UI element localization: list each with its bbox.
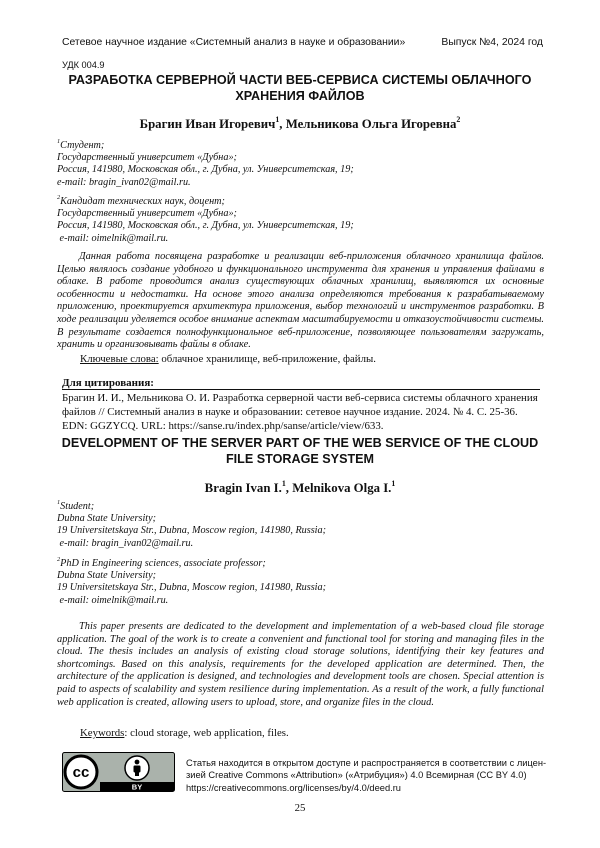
en-affil-1-line: e-mail: bragin_ivan02@mail.ru. [57,538,326,550]
en-affil-1-line: Student; [60,501,94,512]
en-affil-1-sup: 1 [57,499,60,506]
en-keywords-label: Keywords [80,727,124,739]
en-author-2-sup: 1 [391,479,395,488]
en-abstract: This paper presents are dedicated to the development and implementation of a web-based cloud file storage application. The goal of the work is to create a convenient and functional tool for storing and managing files in the cloud. The thesis includes an analysis of existing cloud storage solutions, identifying their key features and shortcomings. Based on this analysis, requirements for the developed application are determined. Then, the architecture of the application is designed, and technologies and development tools are chosen. Special attention is paid to aspects of scalability and system resilience during implementation. As a result of the work, a fully functional web application is created, allowing users to upload, store, and organize files in the cloud. [57,621,544,709]
citation-divider [62,389,540,390]
ru-title-line-2: ХРАНЕНИЯ ФАЙЛОВ [40,88,560,104]
citation-text: Брагин И. И., Мельникова О. И. Разработка серверной части веб-сервиса системы облачного хранения файлов // Системный анализ в науке и образовании: сетевое научное издание. 2024. № 4. С. 25-36. EDN: GGZYCQ. URL: https://sanse.ru/index.php/sanse/article/view/633. [62,391,542,433]
en-authors [40,481,560,496]
en-affiliation-2 [57,558,326,607]
en-affil-2-line: PhD in Engineering sciences, associate professor; [60,558,266,569]
ru-affil-2-line: Россия, 141980, Московская обл., г. Дубна, ул. Университетская, 19; [57,220,354,232]
en-title-line-1: DEVELOPMENT OF THE SERVER PART OF THE WEB SERVICE OF THE CLOUD [40,435,560,451]
en-title-line-2: FILE STORAGE SYSTEM [40,451,560,467]
ru-affil-2-line: e-mail: oimelnik@mail.ru. [57,233,354,245]
en-author-1: Bragin Ivan I. [205,481,282,495]
cc-glyph: cc [73,764,90,781]
ru-affil-1-line: Студент; [60,140,104,151]
udk-code: УДК 004.9 [62,60,105,70]
en-affil-2-line: 19 Universitetskaya Str., Dubna, Moscow region, 141980, Russia; [57,582,326,594]
ru-author-sep: , [279,117,285,131]
ru-affiliation-1 [57,140,354,189]
ru-keywords-value: облачное хранилище, веб-приложение, файлы. [159,353,376,365]
en-affil-1-line: Dubna State University; [57,513,326,525]
by-glyph: BY [132,783,142,792]
license-line: Статья находится в открытом доступе и распространяется в соответствии с лицен- [186,757,546,769]
ru-author-1-sup: 1 [275,115,279,124]
ru-title-line-1: РАЗРАБОТКА СЕРВЕРНОЙ ЧАСТИ ВЕБ-СЕРВИСА СИСТЕМЫ ОБЛАЧНОГО [40,72,560,88]
page-number: 25 [280,802,320,814]
ru-affil-1-line: Россия, 141980, Московская обл., г. Дубна, ул. Университетская, 19; [57,164,354,176]
ru-affil-1-line: e-mail: bragin_ivan02@mail.ru. [57,177,354,189]
ru-affil-1-line: Государственный университет «Дубна»; [57,152,354,164]
en-author-1-sup: 1 [282,479,286,488]
en-affil-2-line: e-mail: oimelnik@mail.ru. [57,595,326,607]
paper-page [0,0,600,848]
en-author-2: Melnikova Olga I. [292,481,391,495]
ru-abstract: Данная работа посвящена разработке и реализации веб-приложения облачного хранилища файлов. Целью являлось создание удобного и функционального инструмента для хранения и управления файлами в облаке. В работе проводится анализ существующих облачных хранилищ, выявляются их основные особенности и недостатки. На основе этого анализа определяются требования к разрабатываемому приложению, проектируется архитектура приложения, выбор технологий и инструментов разработки. В ходе реализации уделяется особое внимание аспектам масштабируемости и отказоустойчивости системы. В результате создается полнофункциональное веб-приложение, позволяющее пользователям загружать, хранить и организовывать файлы в облаке. [57,251,544,352]
en-keywords [80,727,289,739]
license-url-link[interactable]: https://creativecommons.org/licenses/by/4.0/deed.ru [186,782,546,794]
en-affiliation-1 [57,501,326,550]
ru-keywords [80,353,376,365]
ru-author-2-sup: 2 [456,115,460,124]
issue-label: Выпуск №4, 2024 год [441,37,543,48]
ru-keywords-label: Ключевые слова: [80,353,159,365]
ru-affil-2-line: Государственный университет «Дубна»; [57,208,354,220]
ru-title [40,72,560,104]
journal-name: Сетевое научное издание «Системный анализ в науке и образовании» [62,37,405,48]
citation-heading: Для цитирования: [62,377,154,389]
ru-affil-2-line: Кандидат технических наук, доцент; [60,196,225,207]
en-affil-2-line: Dubna State University; [57,570,326,582]
en-affil-1-line: 19 Universitetskaya Str., Dubna, Moscow region, 141980, Russia; [57,525,326,537]
ru-affil-2-sup: 2 [57,194,60,201]
cc-by-license-badge[interactable] [62,752,175,792]
license-line: зией Creative Commons «Attribution» («Атрибуция») 4.0 Всемирная (CC BY 4.0) [186,769,546,781]
ru-author-2: Мельникова Ольга Игоревна [286,117,457,131]
license-text [186,757,546,794]
ru-affil-1-sup: 1 [57,138,60,145]
en-title [40,435,560,467]
ru-affiliation-2 [57,196,354,245]
ru-authors [40,117,560,132]
ru-author-1: Брагин Иван Игоревич [140,117,276,131]
en-affil-2-sup: 2 [57,556,60,563]
cc-by-logo-icon [62,752,175,792]
en-keywords-value: : cloud storage, web application, files. [124,727,288,739]
en-author-sep: , [286,481,292,495]
